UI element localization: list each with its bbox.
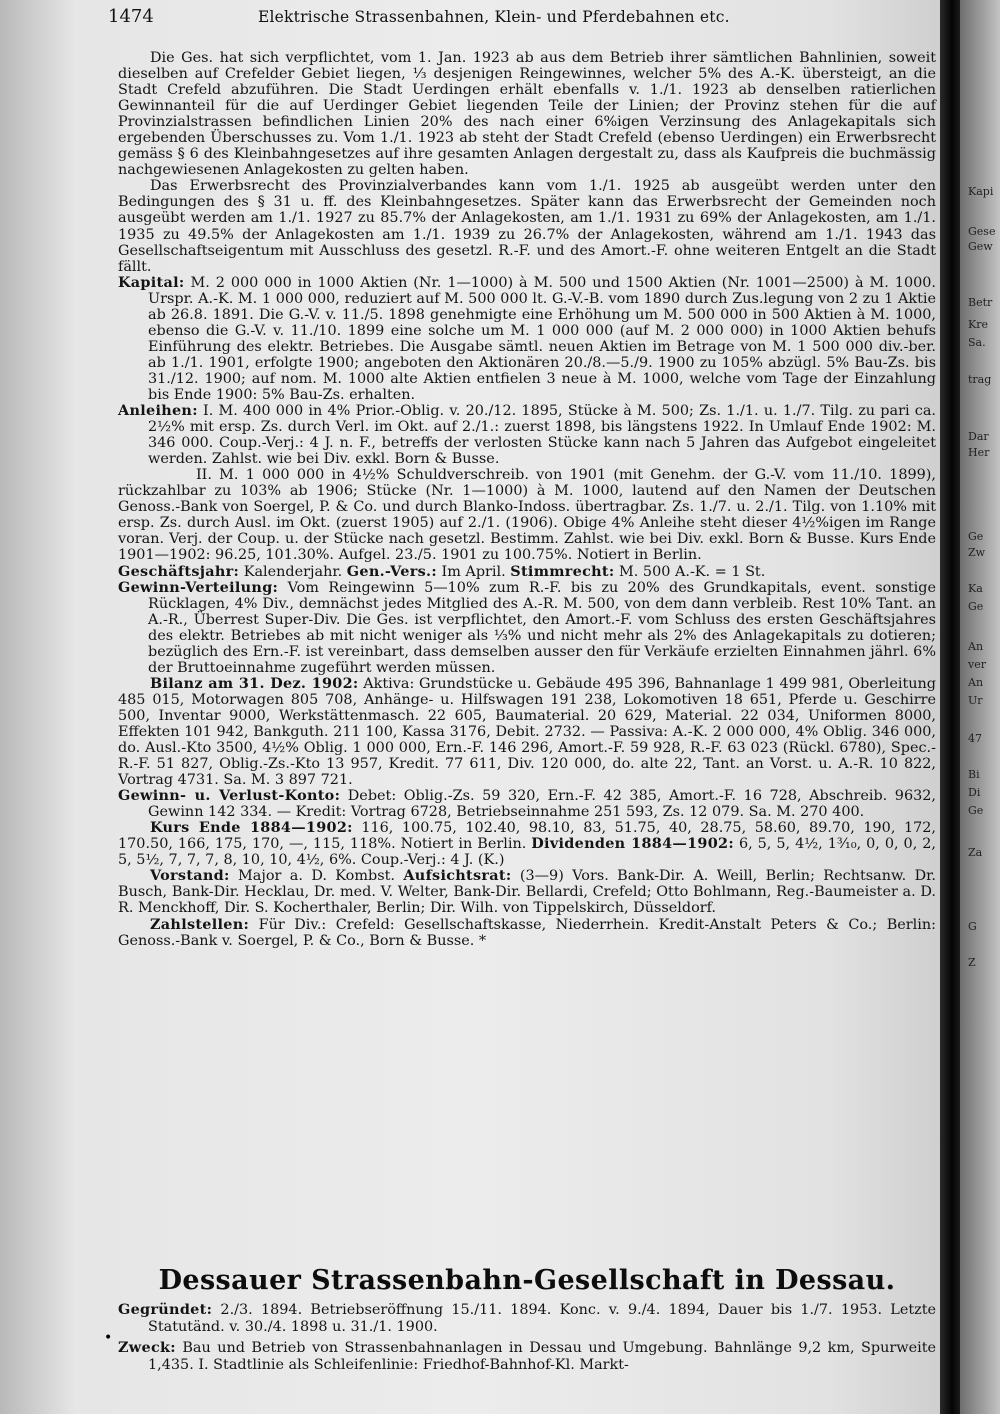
section-gegruendet bbox=[118, 1302, 936, 1335]
text-vorstand: Major a. D. Kombst. bbox=[238, 868, 395, 885]
label-stimmrecht: Stimmrecht: bbox=[510, 562, 615, 580]
section-guv bbox=[118, 788, 936, 820]
facing-page-fragment: Her bbox=[968, 446, 990, 459]
text-aufsichtsrat: (3—9) Vors. Bank-Dir. A. Weill, Berlin; Rechtsanw. Dr. Busch, Bank-Dir. Hecklau, Dr. med. V. Welter, Bank-Dir. Bellardi, Crefeld; Otto Bohlmann, Reg.-Baumeister a. D. R. Menckhoff, Dir. S. Kocherthaler, Berlin; Dir. Wilh. von Tippelskirch, Düsseldorf. bbox=[118, 868, 936, 917]
facing-page-fragment: An bbox=[968, 640, 984, 653]
facing-page-fragment: Bi bbox=[968, 768, 980, 781]
facing-page-fragment: Ge bbox=[968, 804, 984, 817]
text-kurs: 116, 100.75, 102.40, 98.10, 83, 51.75, 40, 28.75, 58.60, 89.70, 190, 172, 170.50, 166, 175, 170, —, 115, 118%. Notiert in Berlin. bbox=[118, 820, 936, 853]
label-zweck: Zweck: bbox=[118, 1339, 176, 1356]
company-title: Dessauer Strassenbahn-Gesellschaft in Dessau. bbox=[158, 1265, 896, 1296]
section-gewinn-verteilung bbox=[118, 580, 936, 676]
facing-page-fragment: Ur bbox=[968, 694, 983, 707]
text-gewinn-verteilung: Vom Reingewinn 5—10% zum R.-F. bis zu 20% des Grundkapitals, event. sonstige Rücklagen, 4% Div., demnächst jedes Mitglied des A.-R. M. 500, von dem dann verbleib. Rest 10% Tant. an A.-R., Überrest Super-Div. Die Ges. ist verpflichtet, den Amort.-F. vom Schluss des ersten Geschäftsjahres des elektr. Betriebes ab mit nicht weniger als ⅓% und nicht mehr als 2% des Anlagekapitals zu dotieren; bezüglich des Ern.-F. ist vereinbart, dass demselben ausser den für Verkäufe erzielten Einnahmen jährl. 6% der Bruttoeinnahme zugeführt werden müssen. bbox=[148, 579, 937, 676]
text-dividenden: 6, 5, 5, 4½, 1³⁄₁₀, 0, 0, 0, 2, 5, 5½, 7, 7, 7, 8, 10, 10, 4½, 6%. Coup.-Verj.: 4 J. (K.) bbox=[118, 836, 936, 869]
facing-page-fragment: Sa. bbox=[968, 336, 986, 349]
facing-page-fragment: Z bbox=[968, 956, 976, 969]
text-gen-vers: Im April. bbox=[441, 563, 506, 580]
text-anleihen-2: II. M. 1 000 000 in 4½% Schuldverschreib. von 1901 (mit Genehm. der G.-V. vom 11./10. 1899), rückzahlbar zu 103% ab 1906; Stücke (Nr. 1—1000) à M. 1000, lautend auf den Namen der Deutschen Genoss.-Bank von Soergel, P. & Co. und durch Blanko-Indoss. übertragbar. Zs. 1./7. u. 2./1. Tilg. von 1.10% mit ersp. Zs. durch Ausl. im Okt. (zuerst 1905) auf 2./1. (1906). Obige 4% Anleihe steht dieser 4½%igen im Range voran. Verj. der Coup. u. der Stücke nach gesetzl. Bestimm. Zahlst. wie bei Div. exkl. Born & Busse. Kurs Ende 1901—1902: 96.25, 101.30%. Aufgel. 23./5. 1901 zu 100.75%. Notiert in Berlin. bbox=[118, 467, 936, 564]
facing-page-fragment: Ge bbox=[968, 530, 984, 543]
text-geschaeftsjahr: Kalenderjahr. bbox=[243, 563, 343, 580]
facing-page-fragment: G bbox=[968, 920, 977, 933]
label-zahlstellen: Zahlstellen: bbox=[150, 915, 250, 933]
facing-page-fragment: Ge bbox=[968, 600, 984, 613]
label-vorstand: Vorstand: bbox=[150, 867, 230, 885]
facing-page-fragment: 47 bbox=[968, 732, 982, 745]
facing-page-fragment: ver bbox=[968, 658, 986, 671]
text-guv: Debet: Oblig.-Zs. 59 320, Ern.-F. 42 385, Amort.-F. 16 728, Abschreib. 9632, Gewinn 142 334. — Kredit: Vortrag 6728, Betriebseinnahme 251 593, Zs. 12 079. Sa. M. 270 400. bbox=[148, 788, 937, 821]
facing-page-fragment: Zw bbox=[968, 546, 986, 559]
facing-page-fragment: Za bbox=[968, 846, 983, 859]
facing-page-fragment: Gew bbox=[968, 240, 993, 253]
label-kapital: Kapital: bbox=[118, 273, 185, 291]
text-bilanz: Aktiva: Grundstücke u. Gebäude 495 396, Bahnanlage 1 499 981, Oberleitung 485 015, Motorwagen 805 708, Anhänge- u. Hilfswagen 191 238, Lokomotiven 18 651, Pferde u. Geschirre 500, Inventar 9000, Werkstättenmasch. 22 605, Baumaterial. 20 629, Material. 22 034, Uniformen 8000, Effekten 101 942, Bankguth. 211 100, Kassa 3176, Debit. 2732. — Passiva: A.-K. 2 000 000, 4% Oblig. 346 000, do. Ausl.-Kto 3500, 4½% Oblig. 1 000 000, Ern.-F. 146 296, Amort.-F. 59 928, R.-F. 63 023 (Rückl. 6780), Spec.-R.-F. 51 827, Oblig.-Zs.-Kto 13 957, Kredit. 77 611, Div. 120 000, do. alte 22, Tant. an Vorst. u. A.-R. 10 822, Vortrag 4731. Sa. M. 3 897 721. bbox=[118, 675, 937, 789]
text-zahlstellen: Für Div.: Crefeld: Gesellschaftskasse, Niederrhein. Kredit-Anstalt Peters & Co.; Berlin: Genoss.-Bank v. Soergel, P. & Co., Born & Busse. * bbox=[118, 916, 937, 949]
text-kapital: M. 2 000 000 in 1000 Aktien (Nr. 1—1000) à M. 500 und 1500 Aktien (Nr. 1001—2500) à M. 1000. Urspr. A.-K. M. 1 000 000, reduziert auf M. 500 000 lt. G.-V.-B. vom 1890 durch Zus.legung von 2 zu 1 Aktie ab 26.8. 1891. Die G.-V. v. 11./5. 1898 genehmigte eine Erhöhung um M. 500 000 in 500 Aktien à M. 1000, ebenso die G.-V. v. 11./10. 1899 eine solche um M. 1 000 000 (auf M. 2 000 000) in 1000 Aktien behufs Einführung des elektr. Betriebes. Die Ausgabe sämtl. neuen Aktien im Betrage von M. 1 500 000 div.-ber. ab 1./1. 1901, erfolgte 1900; angeboten den Aktionären 20./8.—5./9. 1900 zu 105% abzügl. 5% Bau-Zs. bis 31./12. 1900; auf nom. M. 1000 alte Aktien entfielen 3 neue à M. 1000, welche vom Tage der Einzahlung bis Ende 1900: 5% Bau-Zs. erhalten. bbox=[148, 274, 936, 403]
margin-dot: • bbox=[104, 1330, 113, 1346]
facing-page-edge bbox=[960, 0, 1000, 1414]
facing-page-fragment: Ka bbox=[968, 582, 983, 595]
text-gegruendet: 2./3. 1894. Betriebseröffnung 15./11. 1894. Konc. v. 9./4. 1894, Dauer bis 1./7. 1953. Letzte Statutänd. v. 30./4. 1898 u. 31./1. 1900. bbox=[148, 1302, 936, 1335]
text-anleihen-1: I. M. 400 000 in 4% Prior.-Oblig. v. 20./12. 1895, Stücke à M. 500; Zs. 1./1. u. 1./7. Tilg. zu pari ca. 2½% mit ersp. Zs. durch Verl. im Okt. auf 2./1.: zuerst 1898, bis längstens 1922. In Umlauf Ende 1902: M. 346 000. Coup.-Verj.: 4 J. n. F., betreffs der verlosten Stücke kann nach 5 Jahren das Aufgebot eingeleitet werden. Zahlst. wie bei Div. exkl. Born & Busse. bbox=[148, 403, 937, 468]
section-bilanz bbox=[118, 676, 936, 788]
facing-page-fragment: Betr bbox=[968, 296, 993, 309]
section-vorstand bbox=[118, 868, 936, 916]
facing-page-fragment: Di bbox=[968, 786, 981, 799]
page-number: 1474 bbox=[108, 6, 154, 27]
section-zweck bbox=[118, 1340, 936, 1373]
label-aufsichtsrat: Aufsichtsrat: bbox=[403, 867, 512, 885]
label-guv: Gewinn- u. Verlust-Konto: bbox=[118, 787, 341, 805]
section-geschaeftsjahr bbox=[118, 564, 936, 580]
label-dividenden: Dividenden 1884—1902: bbox=[531, 835, 734, 853]
label-gewinn-verteilung: Gewinn-Verteilung: bbox=[118, 578, 279, 596]
running-title: Elektrische Strassenbahnen, Klein- und Pferdebahnen etc. bbox=[258, 8, 730, 26]
text-zweck: Bau und Betrieb von Strassenbahnanlagen in Dessau und Umgebung. Bahnlänge 9,2 km, Spurweite 1,435. I. Stadtlinie als Schleifenlinie: Friedhof-Bahnhof-Kl. Markt- bbox=[148, 1340, 936, 1373]
paragraph-gewinnbeteiligung: Die Ges. hat sich verpflichtet, vom 1. Jan. 1923 ab aus dem Betrieb ihrer sämtlichen Bahnlinien, soweit dieselben auf Crefelder Gebiet liegen, ⅓ desjenigen Reingewinnes, welcher 5% des A.-K. übersteigt, an die Stadt Crefeld abzuführen. Die Stadt Uerdingen erhält ebenfalls v. 1./1. 1923 ab denselben ratierlichen Gewinnanteil für die auf Uerdinger Gebiet liegenden Teile der Linien; der Provinz stehen für die auf Provinzialstrassen befindlichen Linien 20% des nach einer 6%igen Verzinsung des Anlagekapitals sich ergebenden Überschusses zu. Vom 1./1. 1923 ab steht der Stadt Crefeld (ebenso Uerdingen) ein Erwerbsrecht gemäss § 6 des Kleinbahngesetzes auf ihre gesamten Anlagen dergestalt zu, dass als Kaufpreis die buchmässig nachgewiesenen Anlagekosten zu gelten haben. bbox=[118, 50, 936, 179]
label-anleihen: Anleihen: bbox=[118, 402, 198, 420]
label-gen-vers: Gen.-Vers.: bbox=[346, 562, 437, 580]
page-header bbox=[108, 6, 900, 30]
facing-page-fragment: Dar bbox=[968, 430, 989, 443]
label-geschaeftsjahr: Geschäftsjahr: bbox=[118, 562, 240, 580]
label-bilanz: Bilanz am 31. Dez. 1902: bbox=[150, 674, 359, 692]
paragraph-erwerbsrecht: Das Erwerbsrecht des Provinzialverbandes kann vom 1./1. 1925 ab ausgeübt werden unter den Bedingungen des § 31 u. ff. des Kleinbahngesetzes. Später kann das Erwerbsrecht der Gemeinden noch ausgeübt werden am 1./1. 1927 zu 85.7% der Anlagekosten, am 1./1. 1931 zu 69% der Anlagekosten, am 1./1. 1935 zu 49.5% der Anlagekosten am 1./1. 1939 zu 26.7% der Anlagekosten, während am 1./1. 1943 das Gesellschaftseigentum mit Ausschluss des gesetzl. R.-F. und des Amort.-F. ohne weiteren Entgelt an die Stadt fällt. bbox=[118, 178, 936, 275]
company-section bbox=[118, 1302, 936, 1373]
facing-page-fragment: Gese bbox=[968, 225, 996, 238]
section-kapital bbox=[118, 275, 936, 403]
facing-page-fragment: Kre bbox=[968, 318, 988, 331]
section-anleihen bbox=[118, 403, 936, 467]
facing-page-fragment: Kapi bbox=[968, 185, 994, 198]
label-kurs: Kurs Ende 1884—1902: bbox=[150, 819, 353, 837]
label-gegruendet: Gegründet: bbox=[118, 1301, 213, 1318]
text-stimmrecht: M. 500 A.-K. = 1 St. bbox=[619, 563, 766, 580]
facing-page-fragment: An bbox=[968, 676, 984, 689]
section-zahlstellen bbox=[118, 917, 936, 949]
book-gutter bbox=[940, 0, 960, 1414]
facing-page-fragment: trag bbox=[968, 373, 992, 386]
section-kurs-dividenden bbox=[118, 820, 936, 868]
main-text bbox=[118, 50, 936, 949]
